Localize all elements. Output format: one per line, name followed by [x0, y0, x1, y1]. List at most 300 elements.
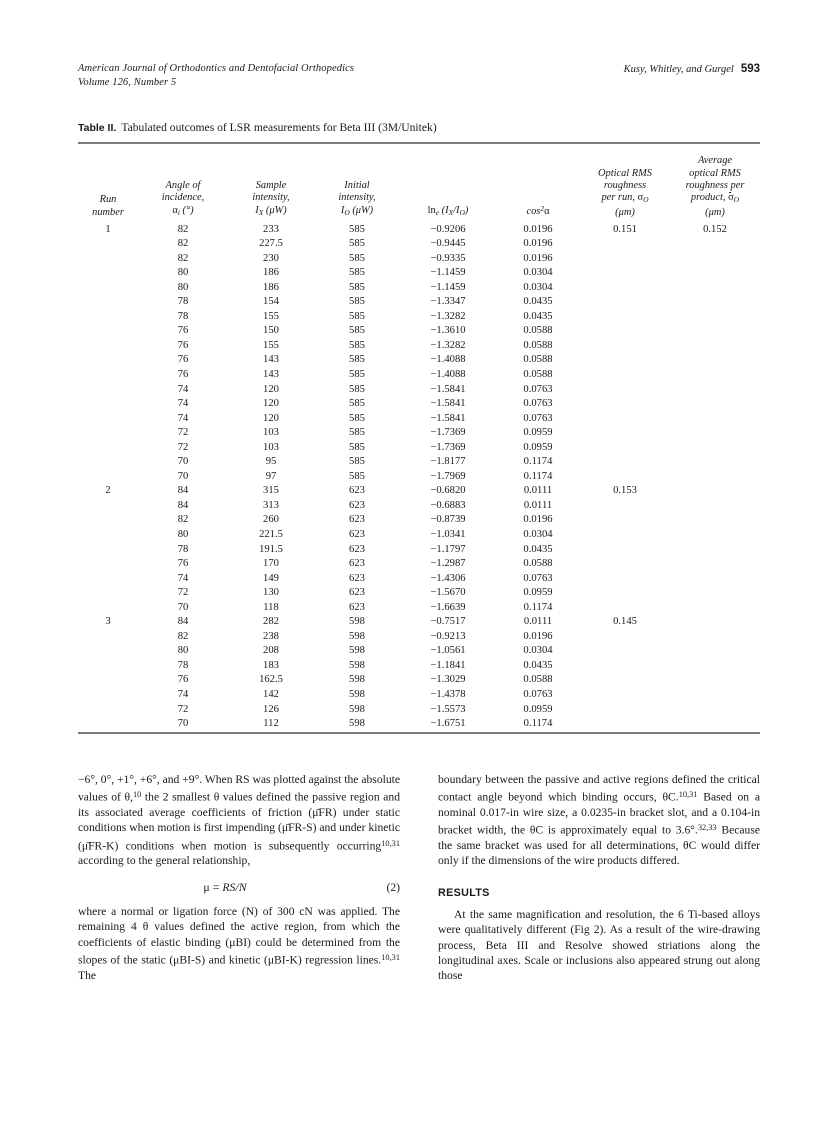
cell-cos-squared: 0.0763 — [523, 398, 553, 410]
cell-initial-intensity: 598 — [349, 616, 365, 628]
cell-sample-intensity: 227.5 — [259, 238, 283, 250]
cell-ln-ratio: −1.3610 — [430, 325, 466, 337]
cell-initial-intensity: 585 — [349, 398, 365, 410]
cell-avg-optical-rms — [670, 310, 760, 325]
lp1-b: the 2 smallest θ values defined the passive region and its associated average coefficients of friction (μ̄FR) under static conditions when motion is first impending (μ̄FR-S) and under kinetic (μ̄FR-K) conditions when motion is subsequently occurring — [78, 790, 401, 853]
table-row — [78, 572, 760, 587]
cell-ln-ratio: −1.3347 — [430, 296, 466, 308]
right-paragraph-1 — [438, 772, 760, 869]
lp2-a: where a normal or ligation force (N) of 300 cN was applied. The remaining 4 θ values defined the active region, from which the coefficients of elastic binding (μBI) could be determined from the slopes of the static (μBI-S) and kinetic (μBI-K) regression lines. — [78, 905, 400, 967]
cell-angle-of-incidence: 70 — [177, 601, 189, 613]
cell-avg-optical-rms — [670, 470, 760, 485]
table-row — [78, 688, 760, 703]
table-header — [78, 144, 760, 222]
cell-angle-of-incidence: 72 — [177, 427, 189, 439]
cell-initial-intensity: 585 — [349, 456, 365, 468]
cell-optical-rms-per-run — [580, 237, 670, 252]
table-body — [78, 222, 760, 732]
cell-angle-of-incidence: 78 — [177, 296, 189, 308]
cell-run-number: 1 — [105, 223, 111, 235]
cell-ln-ratio: −0.9206 — [430, 223, 466, 235]
cell-avg-optical-rms: 0.152 — [703, 223, 727, 235]
cell-run-number — [78, 412, 138, 427]
cell-initial-intensity: 585 — [349, 252, 365, 264]
left-paragraph-1 — [78, 772, 400, 869]
cell-angle-of-incidence: 84 — [177, 485, 189, 497]
cell-ln-ratio: −1.4378 — [430, 689, 466, 700]
cell-initial-intensity: 598 — [349, 674, 365, 686]
cell-avg-optical-rms — [670, 717, 760, 732]
cell-initial-intensity: 585 — [349, 238, 365, 250]
cell-angle-of-incidence: 76 — [177, 558, 189, 570]
cell-optical-rms-per-run — [580, 441, 670, 456]
cell-run-number — [78, 586, 138, 601]
authors-page-block — [624, 62, 760, 77]
cell-initial-intensity: 585 — [349, 383, 365, 395]
cell-ln-ratio: −0.6820 — [430, 485, 466, 497]
cell-sample-intensity: 155 — [263, 339, 279, 351]
cell-avg-optical-rms — [670, 601, 760, 616]
cell-initial-intensity: 598 — [349, 630, 365, 642]
table-row — [78, 484, 760, 499]
cell-initial-intensity: 585 — [349, 441, 365, 453]
cell-run-number — [78, 383, 138, 398]
cell-optical-rms-per-run — [580, 397, 670, 412]
cell-angle-of-incidence: 80 — [177, 281, 189, 293]
cell-angle-of-incidence: 82 — [177, 514, 189, 526]
col-header-cos-squared-alpha: $\cos^2\alpha$ — [526, 204, 550, 218]
cell-optical-rms-per-run — [580, 426, 670, 441]
cell-sample-intensity: 95 — [265, 456, 277, 468]
cell-optical-rms-per-run — [580, 601, 670, 616]
cell-avg-optical-rms — [670, 353, 760, 368]
cell-ln-ratio: −1.5841 — [430, 383, 466, 395]
cell-sample-intensity: 238 — [263, 630, 279, 642]
cell-angle-of-incidence: 82 — [177, 630, 189, 642]
cell-cos-squared: 0.0304 — [523, 267, 553, 279]
table-caption-text: Tabulated outcomes of LSR measurements for Beta III (3M/Unitek) — [121, 121, 437, 134]
right-paragraph-2: At the same magnification and resolution, the 6 Ti-based alloys were qualitatively different (Fig 2). As a result of the wire-drawing process, Beta III and Resolve showed striations along the longitudinal axes. Scale or inclusions also appeared strung out along those — [438, 908, 760, 983]
cell-run-number — [78, 673, 138, 688]
cell-avg-optical-rms — [670, 484, 760, 499]
cell-sample-intensity: 186 — [263, 281, 279, 293]
cell-ln-ratio: −1.4088 — [430, 354, 466, 366]
cell-run-number — [78, 572, 138, 587]
table-row — [78, 295, 760, 310]
cell-avg-optical-rms — [670, 383, 760, 398]
cell-sample-intensity: 162.5 — [259, 674, 283, 686]
cell-avg-optical-rms — [670, 252, 760, 267]
table-row — [78, 455, 760, 470]
cell-sample-intensity: 191.5 — [259, 543, 283, 555]
cell-avg-optical-rms — [670, 673, 760, 688]
cell-initial-intensity: 585 — [349, 267, 365, 279]
table-row — [78, 470, 760, 485]
cell-angle-of-incidence: 80 — [177, 528, 189, 540]
cell-avg-optical-rms — [670, 266, 760, 281]
cell-ln-ratio: −0.9213 — [430, 630, 466, 642]
cell-cos-squared: 0.1174 — [523, 718, 553, 730]
cell-optical-rms-per-run — [580, 644, 670, 659]
cell-sample-intensity: 260 — [263, 514, 279, 526]
cell-cos-squared: 0.0196 — [523, 252, 553, 264]
cell-angle-of-incidence: 78 — [177, 543, 189, 555]
col-header-initial-intensity: Initial intensity, $I_O$ (μW) — [338, 179, 376, 217]
cell-avg-optical-rms — [670, 412, 760, 427]
lp1-a: −6°, 0°, +1°, +6°, and +9°. When RS was plotted against the absolute values of θ, — [78, 773, 400, 804]
cell-optical-rms-per-run — [580, 412, 670, 427]
cell-ln-ratio: −1.8177 — [430, 456, 466, 468]
cell-sample-intensity: 186 — [263, 267, 279, 279]
cell-avg-optical-rms — [670, 281, 760, 296]
cell-optical-rms-per-run — [580, 295, 670, 310]
cell-optical-rms-per-run — [580, 717, 670, 732]
cell-initial-intensity: 623 — [349, 601, 365, 613]
table-row — [78, 339, 760, 354]
table-row — [78, 630, 760, 645]
cell-sample-intensity: 103 — [263, 427, 279, 439]
cell-optical-rms-per-run — [580, 368, 670, 383]
cell-sample-intensity: 120 — [263, 412, 279, 424]
cell-sample-intensity: 120 — [263, 383, 279, 395]
cell-avg-optical-rms — [670, 426, 760, 441]
table-row — [78, 252, 760, 267]
cell-sample-intensity: 154 — [263, 296, 279, 308]
cell-initial-intensity: 598 — [349, 689, 365, 700]
cell-sample-intensity: 170 — [263, 558, 279, 570]
cell-cos-squared: 0.0304 — [523, 645, 553, 657]
cell-cos-squared: 0.0763 — [523, 412, 553, 424]
cell-cos-squared: 0.0588 — [523, 325, 553, 337]
lp1-ref-1: 10 — [132, 790, 142, 800]
table-row — [78, 717, 760, 732]
cell-sample-intensity: 282 — [263, 616, 279, 628]
cell-ln-ratio: −1.1459 — [430, 281, 466, 293]
cell-angle-of-incidence: 82 — [177, 223, 189, 235]
col-header-optical-rms-per-run: Optical RMS roughness per run, $\sigma_O$ (μm) — [598, 167, 652, 218]
cell-optical-rms-per-run — [580, 528, 670, 543]
cell-optical-rms-per-run — [580, 703, 670, 718]
cell-initial-intensity: 585 — [349, 427, 365, 439]
cell-cos-squared: 0.0588 — [523, 354, 553, 366]
cell-ln-ratio: −1.5670 — [430, 587, 466, 599]
cell-sample-intensity: 126 — [263, 703, 279, 715]
cell-ln-ratio: −1.7969 — [430, 470, 466, 482]
cell-initial-intensity: 585 — [349, 281, 365, 293]
table-row — [78, 557, 760, 572]
table-row — [78, 673, 760, 688]
cell-sample-intensity: 112 — [263, 718, 279, 730]
table-row — [78, 412, 760, 427]
cell-cos-squared: 0.0959 — [523, 427, 553, 439]
rp1-ref-2: 32,33 — [697, 823, 717, 833]
equation-body: μ = RS/N — [203, 879, 247, 894]
cell-cos-squared: 0.0588 — [523, 339, 553, 351]
cell-angle-of-incidence: 70 — [177, 718, 189, 730]
cell-sample-intensity: 97 — [265, 470, 277, 482]
cell-ln-ratio: −1.3282 — [430, 339, 466, 351]
cell-run-number — [78, 644, 138, 659]
cell-sample-intensity: 143 — [263, 354, 279, 366]
rp1-a: boundary between the passive and active regions defined the critical contact angle beyond which binding occurs, θC. — [438, 773, 760, 804]
running-head — [78, 62, 760, 90]
cell-ln-ratio: −1.0341 — [430, 528, 466, 540]
cell-run-number: 3 — [105, 616, 111, 628]
table-row — [78, 266, 760, 281]
col-header-run: Run number — [92, 194, 124, 218]
cell-sample-intensity: 183 — [263, 659, 279, 671]
cell-angle-of-incidence: 72 — [177, 703, 189, 715]
cell-angle-of-incidence: 80 — [177, 645, 189, 657]
cell-run-number — [78, 703, 138, 718]
cell-ln-ratio: −0.9445 — [430, 238, 466, 250]
cell-avg-optical-rms — [670, 324, 760, 339]
cell-avg-optical-rms — [670, 659, 760, 674]
cell-sample-intensity: 155 — [263, 310, 279, 322]
cell-cos-squared: 0.0196 — [523, 223, 553, 235]
cell-ln-ratio: −1.3029 — [430, 674, 466, 686]
cell-ln-ratio: −0.7517 — [430, 616, 466, 628]
cell-initial-intensity: 598 — [349, 659, 365, 671]
cell-optical-rms-per-run — [580, 281, 670, 296]
cell-avg-optical-rms — [670, 368, 760, 383]
cell-initial-intensity: 585 — [349, 470, 365, 482]
cell-cos-squared: 0.0763 — [523, 383, 553, 395]
cell-cos-squared: 0.0435 — [523, 310, 553, 322]
cell-optical-rms-per-run — [580, 310, 670, 325]
table-row — [78, 353, 760, 368]
table-row — [78, 368, 760, 383]
table-row — [78, 397, 760, 412]
table-row — [78, 281, 760, 296]
cell-avg-optical-rms — [670, 615, 760, 630]
cell-cos-squared: 0.1174 — [523, 601, 553, 613]
body-columns — [78, 772, 760, 984]
cell-initial-intensity: 585 — [349, 310, 365, 322]
cell-initial-intensity: 585 — [349, 296, 365, 308]
cell-ln-ratio: −1.1841 — [430, 659, 466, 671]
cell-optical-rms-per-run — [580, 659, 670, 674]
cell-sample-intensity: 230 — [263, 252, 279, 264]
cell-avg-optical-rms — [670, 644, 760, 659]
cell-sample-intensity: 120 — [263, 398, 279, 410]
cell-angle-of-incidence: 76 — [177, 325, 189, 337]
table-row — [78, 426, 760, 441]
table-row — [78, 586, 760, 601]
cell-initial-intensity: 585 — [349, 368, 365, 380]
cell-sample-intensity: 149 — [263, 572, 279, 584]
cell-sample-intensity: 233 — [263, 223, 279, 235]
cell-cos-squared: 0.0435 — [523, 659, 553, 671]
equation-number: (2) — [386, 880, 400, 894]
table-caption — [78, 120, 760, 136]
cell-ln-ratio: −1.0561 — [430, 645, 466, 657]
cell-ln-ratio: −1.1797 — [430, 543, 466, 555]
cell-ln-ratio: −1.4306 — [430, 572, 466, 584]
table-label: Table II. — [78, 122, 117, 134]
cell-ln-ratio: −1.7369 — [430, 427, 466, 439]
cell-run-number — [78, 441, 138, 456]
cell-initial-intensity: 598 — [349, 703, 365, 715]
cell-ln-ratio: −1.5841 — [430, 398, 466, 410]
cell-ln-ratio: −1.5573 — [430, 703, 466, 715]
cell-avg-optical-rms — [670, 528, 760, 543]
cell-run-number — [78, 499, 138, 514]
cell-optical-rms-per-run — [580, 383, 670, 398]
cell-angle-of-incidence: 84 — [177, 616, 189, 628]
cell-avg-optical-rms — [670, 572, 760, 587]
cell-sample-intensity: 315 — [263, 485, 279, 497]
table-row — [78, 310, 760, 325]
right-column — [438, 772, 760, 984]
cell-avg-optical-rms — [670, 237, 760, 252]
cell-run-number — [78, 688, 138, 703]
col-header-avg-optical-rms-per-product: Average optical RMS roughness per product, $\sigma_O$ (μm) — [685, 155, 745, 218]
cell-avg-optical-rms — [670, 703, 760, 718]
cell-optical-rms-per-run — [580, 688, 670, 703]
cell-ln-ratio: −0.9335 — [430, 252, 466, 264]
cell-angle-of-incidence: 74 — [177, 398, 189, 410]
cell-sample-intensity: 313 — [263, 499, 279, 511]
cell-avg-optical-rms — [670, 397, 760, 412]
cell-run-number — [78, 310, 138, 325]
cell-run-number — [78, 630, 138, 645]
cell-run-number — [78, 513, 138, 528]
cell-angle-of-incidence: 82 — [177, 238, 189, 250]
cell-angle-of-incidence: 74 — [177, 412, 189, 424]
table-row — [78, 237, 760, 252]
cell-optical-rms-per-run — [580, 630, 670, 645]
cell-optical-rms-per-run — [580, 252, 670, 267]
cell-cos-squared: 0.0435 — [523, 296, 553, 308]
cell-optical-rms-per-run — [580, 557, 670, 572]
table-row — [78, 659, 760, 674]
cell-avg-optical-rms — [670, 630, 760, 645]
table-row — [78, 441, 760, 456]
cell-optical-rms-per-run: 0.145 — [613, 616, 637, 628]
cell-run-number — [78, 266, 138, 281]
rp1-c: Because the same bracket was used for all determinations, θC would differ only if the dimensions of the wire products differed. — [438, 823, 760, 868]
cell-run-number — [78, 368, 138, 383]
journal-title: American Journal of Orthodontics and Dentofacial Orthopedics — [78, 63, 355, 74]
cell-sample-intensity: 130 — [263, 587, 279, 599]
cell-run-number: 2 — [105, 485, 111, 497]
cell-sample-intensity: 150 — [263, 325, 279, 337]
table-row — [78, 499, 760, 514]
lp2-ref-1: 10,31 — [381, 952, 400, 962]
page-number: 593 — [740, 63, 760, 75]
cell-initial-intensity: 598 — [349, 718, 365, 730]
cell-run-number — [78, 324, 138, 339]
table-row — [78, 324, 760, 339]
cell-sample-intensity: 221.5 — [259, 528, 283, 540]
cell-run-number — [78, 557, 138, 572]
cell-sample-intensity: 118 — [263, 601, 279, 613]
cell-optical-rms-per-run — [580, 586, 670, 601]
cell-initial-intensity: 585 — [349, 325, 365, 337]
table-row — [78, 543, 760, 558]
cell-ln-ratio: −1.2987 — [430, 558, 466, 570]
cell-cos-squared: 0.0304 — [523, 528, 553, 540]
cell-cos-squared: 0.0588 — [523, 558, 553, 570]
cell-optical-rms-per-run — [580, 339, 670, 354]
cell-initial-intensity: 623 — [349, 499, 365, 511]
cell-optical-rms-per-run — [580, 470, 670, 485]
cell-angle-of-incidence: 74 — [177, 572, 189, 584]
cell-ln-ratio: −1.5841 — [430, 412, 466, 424]
table-row — [78, 615, 760, 630]
table-block — [78, 120, 760, 734]
col-header-angle-of-incidence: Angle of incidence, $\alpha_i$ (°) — [161, 179, 205, 217]
table-bottom-rule — [78, 732, 760, 734]
cell-angle-of-incidence: 70 — [177, 456, 189, 468]
cell-initial-intensity: 623 — [349, 558, 365, 570]
cell-sample-intensity: 143 — [263, 368, 279, 380]
cell-initial-intensity: 598 — [349, 645, 365, 657]
cell-cos-squared: 0.0588 — [523, 368, 553, 380]
cell-optical-rms-per-run: 0.151 — [613, 223, 637, 235]
cell-angle-of-incidence: 74 — [177, 383, 189, 395]
cell-cos-squared: 0.1174 — [523, 470, 553, 482]
cell-run-number — [78, 353, 138, 368]
cell-initial-intensity: 585 — [349, 354, 365, 366]
col-header-ln-ratio: $\ln_e (I_X/I_O)$ — [427, 204, 469, 217]
cell-avg-optical-rms — [670, 543, 760, 558]
cell-cos-squared: 0.0111 — [523, 616, 553, 628]
lp2-b: The — [78, 968, 97, 982]
cell-ln-ratio: −1.3282 — [430, 310, 466, 322]
cell-avg-optical-rms — [670, 513, 760, 528]
cell-cos-squared: 0.0111 — [523, 485, 553, 497]
cell-run-number — [78, 339, 138, 354]
equation-2 — [78, 880, 400, 895]
cell-cos-squared: 0.0196 — [523, 238, 553, 250]
lp1-c: according to the general relationship, — [78, 854, 251, 868]
cell-cos-squared: 0.0588 — [523, 674, 553, 686]
cell-optical-rms-per-run — [580, 324, 670, 339]
cell-avg-optical-rms — [670, 499, 760, 514]
cell-run-number — [78, 295, 138, 310]
section-heading-results: RESULTS — [438, 886, 490, 899]
journal-volume: Volume 126, Number 5 — [78, 77, 177, 88]
cell-angle-of-incidence: 78 — [177, 310, 189, 322]
cell-angle-of-incidence: 84 — [177, 499, 189, 511]
cell-cos-squared: 0.0111 — [523, 499, 553, 511]
cell-initial-intensity: 585 — [349, 412, 365, 424]
cell-ln-ratio: −1.6639 — [430, 601, 466, 613]
cell-run-number — [78, 601, 138, 616]
cell-sample-intensity: 142 — [263, 689, 279, 700]
cell-ln-ratio: −0.8739 — [430, 514, 466, 526]
cell-initial-intensity: 623 — [349, 543, 365, 555]
cell-optical-rms-per-run — [580, 543, 670, 558]
cell-optical-rms-per-run — [580, 353, 670, 368]
cell-angle-of-incidence: 74 — [177, 689, 189, 700]
cell-avg-optical-rms — [670, 441, 760, 456]
cell-initial-intensity: 623 — [349, 514, 365, 526]
cell-cos-squared: 0.0959 — [523, 703, 553, 715]
cell-avg-optical-rms — [670, 557, 760, 572]
cell-run-number — [78, 528, 138, 543]
cell-ln-ratio: −1.7369 — [430, 441, 466, 453]
cell-initial-intensity: 623 — [349, 587, 365, 599]
rp1-b: Based on a nominal 0.017-in wire size, a 0.0235-in bracket slot, and a 0.104-in bracket width, the θC is approximately equal to 3.6°. — [438, 790, 760, 837]
cell-ln-ratio: −1.1459 — [430, 267, 466, 279]
cell-sample-intensity: 103 — [263, 441, 279, 453]
lsr-data-table — [78, 144, 760, 732]
cell-ln-ratio: −1.4088 — [430, 368, 466, 380]
cell-angle-of-incidence: 72 — [177, 441, 189, 453]
